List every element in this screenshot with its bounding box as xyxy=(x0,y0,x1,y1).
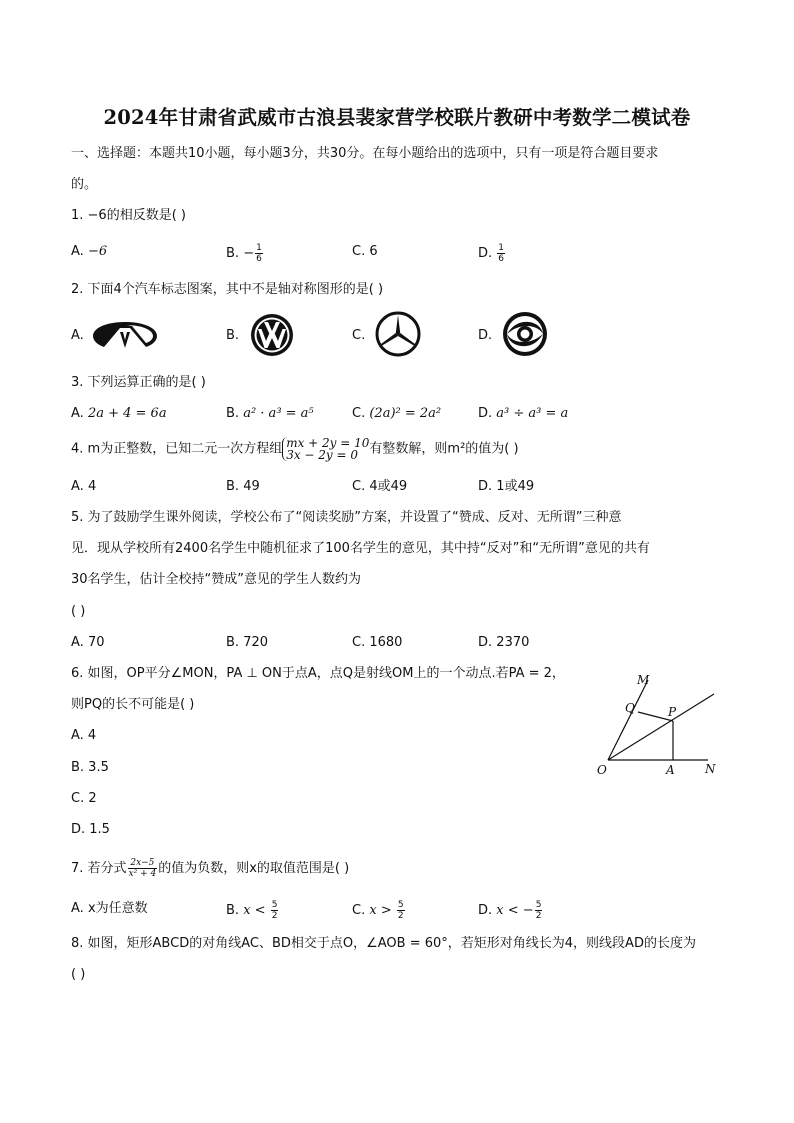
q5-b-text: 720 xyxy=(243,635,269,650)
q1-option-c xyxy=(352,243,378,261)
q4-a-label: A. xyxy=(71,479,84,494)
q3-c-label: C. xyxy=(352,406,366,421)
q1-d-num: 1 xyxy=(498,243,505,253)
q5-line3: 30名学生，估计全校持“赞成”意见的学生人数约为 xyxy=(71,572,362,587)
q6-line1: 6. 如图，OP平分∠MON，PA ⊥ ON于点A，点Q是射线OM上的一个动点.若PA = 2， xyxy=(71,666,565,681)
q1-option-d xyxy=(478,243,506,264)
q1-a-label: A. xyxy=(71,244,84,259)
q7-b-label: B. xyxy=(226,903,240,918)
q6-option-b: B. 3.5 xyxy=(71,760,109,775)
q4-stem xyxy=(71,437,519,461)
q5-d-text: 2370 xyxy=(496,635,530,650)
q4-d-label: D. xyxy=(478,479,493,494)
q4-option-c xyxy=(352,478,407,496)
q7-option-c xyxy=(352,900,406,921)
q1-a-text: −6 xyxy=(87,244,108,259)
mercedes-logo-icon xyxy=(372,311,424,357)
q7-stem-pre: 7. 若分式 xyxy=(71,861,127,876)
q7-option-b xyxy=(226,900,279,921)
label-m: M xyxy=(637,673,650,687)
q5-line4: ( ) xyxy=(71,604,86,619)
section-heading-line2: 的。 xyxy=(71,177,98,192)
q7-option-a xyxy=(71,900,148,918)
q4-stem-post: 有整数解，则m²的值为( ) xyxy=(369,441,519,457)
q2-stem: 2. 下面4个汽车标志图案，其中不是轴对称图形的是( ) xyxy=(71,282,384,297)
label-o: O xyxy=(597,763,607,777)
volkswagen-logo-icon xyxy=(247,313,297,357)
q3-option-d xyxy=(478,405,568,423)
q3-b-text: a² · a³ = a⁵ xyxy=(243,406,314,421)
q8-line2: ( ) xyxy=(71,967,86,982)
q3-c-text: (2a)² = 2a² xyxy=(369,406,442,421)
q5-option-d xyxy=(478,634,529,652)
q3-b-label: B. xyxy=(226,406,240,421)
q7-d-den: 2 xyxy=(535,911,542,921)
q3-option-c xyxy=(352,405,441,423)
q3-option-a xyxy=(71,405,167,423)
section-heading-line1: 一、选择题：本题共10小题，每小题3分，共30分。在每小题给出的选项中，只有一项是符合题目要求 xyxy=(71,146,659,161)
q5-line2: 见．现从学校所有2400名学生中随机征求了100名学生的意见，其中持“反对”和“无所谓”意见的共有 xyxy=(71,541,650,556)
q4-eq2: 3x − 2y = 0 xyxy=(286,448,359,462)
q7-b-text: x < xyxy=(243,903,266,918)
q5-b-label: B. xyxy=(226,635,240,650)
q4-equation-system xyxy=(282,437,369,461)
q5-a-label: A. xyxy=(71,635,84,650)
q3-stem: 3. 下列运算正确的是( ) xyxy=(71,375,206,390)
q6-option-a: A. 4 xyxy=(71,728,97,743)
q1-d-label: D. xyxy=(478,246,493,261)
q7-stem-post: 的值为负数，则x的取值范围是( ) xyxy=(158,861,350,876)
q7-a-text: x为任意数 xyxy=(87,901,148,916)
q6-geometry-figure xyxy=(592,666,724,782)
q8-line1: 8. 如图，矩形ABCD的对角线AC、BD相交于点O，∠AOB = 60°，若矩形对角线长为4，则线段AD的长度为 xyxy=(71,936,696,951)
q1-c-text: 6 xyxy=(369,244,378,259)
q7-c-den: 2 xyxy=(397,911,404,921)
q4-c-text: 4或49 xyxy=(369,479,408,494)
q4-c-label: C. xyxy=(352,479,366,494)
q2-d-label: D. xyxy=(478,328,493,343)
q3-option-b xyxy=(226,405,314,423)
q5-a-text: 70 xyxy=(87,635,105,650)
q7-num: 2x−5 xyxy=(128,858,158,869)
label-p: P xyxy=(668,705,677,719)
q4-a-text: 4 xyxy=(87,479,97,494)
q1-d-den: 6 xyxy=(498,254,505,264)
q7-d-text: x < − xyxy=(496,903,534,918)
q7-d-fraction xyxy=(535,900,543,921)
q4-stem-pre: 4. m为正整数，已知二元一次方程组 xyxy=(71,441,283,457)
exam-title: 2024年甘肃省武威市古浪县裴家营学校联片教研中考数学二模试卷 xyxy=(103,106,691,129)
q1-stem: 1. −6的相反数是( ) xyxy=(71,208,186,223)
q3-a-text: 2a + 4 = 6a xyxy=(87,406,167,421)
infiniti-logo-icon xyxy=(90,318,160,352)
q1-c-label: C. xyxy=(352,244,366,259)
q4-option-d xyxy=(478,478,534,496)
q7-option-d xyxy=(478,900,543,921)
label-n: N xyxy=(705,762,716,776)
q4-d-text: 1或49 xyxy=(496,479,535,494)
q7-b-den: 2 xyxy=(271,911,278,921)
q6-option-d: D. 1.5 xyxy=(71,822,110,837)
q7-b-num: 5 xyxy=(271,900,278,910)
q5-c-label: C. xyxy=(352,635,366,650)
q2-c-label: C. xyxy=(352,328,366,343)
q7-c-text: x > xyxy=(369,903,392,918)
q4-option-a xyxy=(71,478,96,496)
q7-a-label: A. xyxy=(71,901,84,916)
q5-option-b xyxy=(226,634,268,652)
q7-stem xyxy=(71,858,349,879)
q1-b-fraction xyxy=(255,243,263,264)
q5-line1: 5. 为了鼓励学生课外阅读，学校公布了“阅读奖励”方案，并设置了“赞成、反对、无所谓”三种意 xyxy=(71,510,622,525)
dongfeng-logo-icon xyxy=(497,310,553,358)
q3-d-text: a³ ÷ a³ = a xyxy=(496,406,569,421)
q7-c-fraction xyxy=(397,900,405,921)
q2-b-label: B. xyxy=(226,328,240,343)
q7-fraction xyxy=(128,858,158,879)
q1-b-sign: − xyxy=(243,246,255,261)
q6-option-c: C. 2 xyxy=(71,791,97,806)
q2-a-label: A. xyxy=(71,328,84,343)
q4-eq1: mx + 2y = 10 xyxy=(286,436,370,450)
q7-d-num: 5 xyxy=(535,900,542,910)
q4-b-text: 49 xyxy=(243,479,260,494)
q3-a-label: A. xyxy=(71,406,84,421)
q1-d-fraction xyxy=(497,243,505,264)
q4-b-label: B. xyxy=(226,479,240,494)
q5-option-c xyxy=(352,634,402,652)
q7-c-label: C. xyxy=(352,903,366,918)
q5-c-text: 1680 xyxy=(369,635,403,650)
q7-b-fraction xyxy=(271,900,279,921)
q7-c-num: 5 xyxy=(397,900,404,910)
q1-b-den: 6 xyxy=(256,254,262,264)
label-a: A xyxy=(666,763,675,777)
q1-b-label: B. xyxy=(226,246,240,261)
q1-option-a xyxy=(71,243,107,261)
q7-den: x² + 4 xyxy=(128,869,157,879)
q1-b-num: 1 xyxy=(256,243,262,253)
q6-line2: 则PQ的长不可能是( ) xyxy=(71,697,195,712)
q1-option-b xyxy=(226,243,264,264)
label-q: Q xyxy=(625,701,635,715)
q7-d-label: D. xyxy=(478,903,493,918)
q4-option-b xyxy=(226,478,260,496)
q3-d-label: D. xyxy=(478,406,493,421)
q5-option-a xyxy=(71,634,104,652)
q5-d-label: D. xyxy=(478,635,493,650)
